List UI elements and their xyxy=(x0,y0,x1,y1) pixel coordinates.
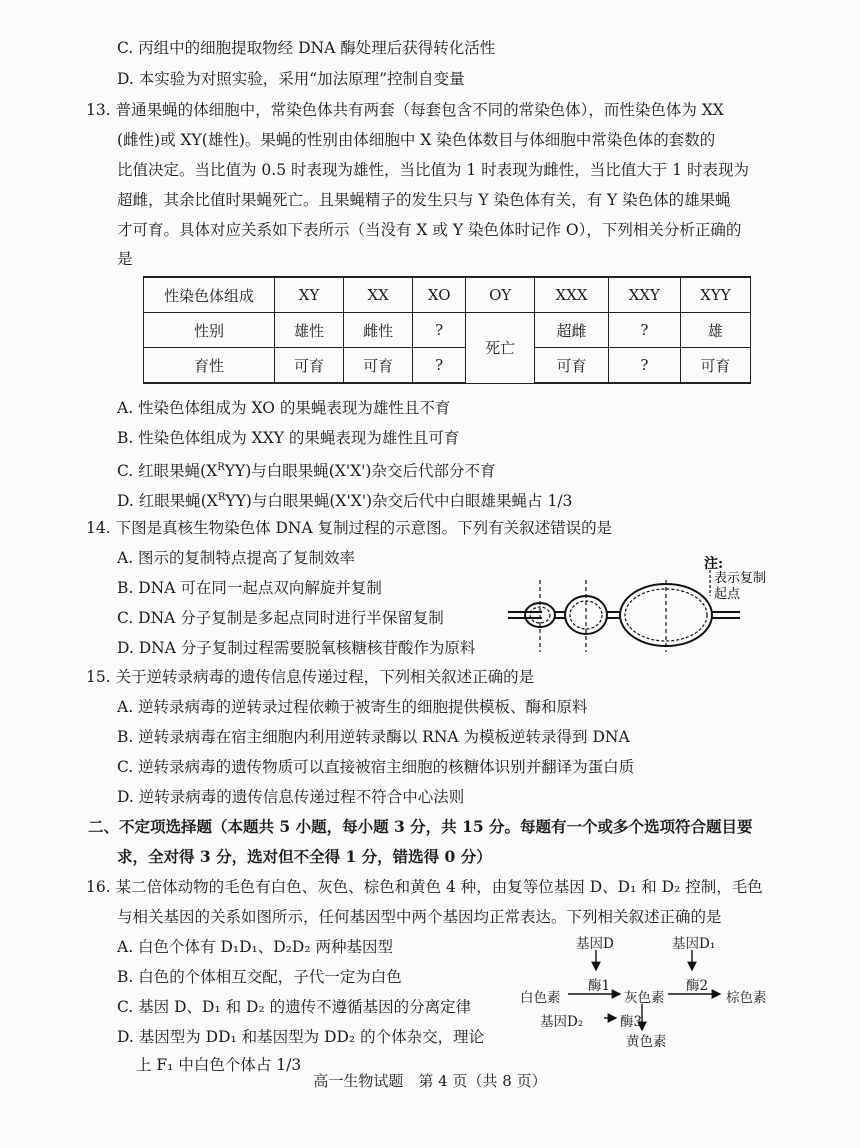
q14-option-a: A. 图示的复制特点提高了复制效率 xyxy=(117,549,356,567)
q13-stem-line: (雌性)或 XY(雄性)。果蝇的性别由体细胞中 X 染色体数目与体细胞中常染色体的套数的 xyxy=(117,131,716,149)
table-cell: XYY xyxy=(680,277,750,313)
q15-stem: 15. 关于逆转录病毒的遗传信息传递过程，下列相关叙述正确的是 xyxy=(86,668,535,686)
enzyme2-label: 酶2 xyxy=(686,978,709,994)
table-cell: 育性 xyxy=(144,348,275,384)
table-cell: 可育 xyxy=(344,348,413,384)
q13-stem-line: 13. 普通果蝇的体细胞中，常染色体共有两套（每套包含不同的常染色体），而性染色体为 XX xyxy=(86,101,724,119)
q13-option-b: B. 性染色体组成为 XXY 的果蝇表现为雄性且可育 xyxy=(117,429,460,447)
q12-option-d: D. 本实验为对照实验，采用“加法原理”控制自变量 xyxy=(117,70,465,88)
q16-option-d: D. 基因型为 DD₁ 和基因型为 DD₂ 的个体杂交，理论 xyxy=(117,1028,485,1046)
table-cell: 雄 xyxy=(680,313,750,348)
table-cell: ? xyxy=(608,348,680,384)
enzyme1-label: 酶1 xyxy=(588,978,611,994)
sex-chromosome-table xyxy=(143,276,751,384)
q14-option-b: B. DNA 可在同一起点双向解旋并复制 xyxy=(117,579,382,597)
q14-option-d: D. DNA 分子复制过程需要脱氧核糖核苷酸作为原料 xyxy=(117,639,476,657)
section-heading: 求，全对得 3 分，选对但不全得 1 分，错选得 0 分） xyxy=(117,847,492,866)
q14-stem: 14. 下图是真核生物染色体 DNA 复制过程的示意图。下列有关叙述错误的是 xyxy=(86,519,613,537)
q16-option-b: B. 白色的个体相互交配，子代一定为白色 xyxy=(117,968,402,986)
q16-stem: 与相关基因的关系如图所示，任何基因型中两个基因均正常表达。下列相关叙述正确的是 xyxy=(117,908,722,926)
table-cell: ? xyxy=(413,348,466,384)
q13-option-a: A. 性染色体组成为 XO 的果蝇表现为雄性且不育 xyxy=(117,399,451,417)
q16-option-a: A. 白色个体有 D₁D₁、D₂D₂ 两种基因型 xyxy=(117,938,393,956)
table-cell: 雄性 xyxy=(275,313,344,348)
table-cell: ? xyxy=(608,313,680,348)
q15-option-a: A. 逆转录病毒的逆转录过程依赖于被寄生的细胞提供模板、酶和原料 xyxy=(117,698,588,716)
note-line: 起点 xyxy=(714,587,741,602)
note-line: 表示复制 xyxy=(714,571,767,586)
table-cell: ? xyxy=(413,313,466,348)
q13-stem-line: 是 xyxy=(117,250,133,268)
gene-d1-label: 基因D₁ xyxy=(672,936,716,952)
table-cell: XXY xyxy=(608,277,680,313)
gray-pigment-label: 灰色素 xyxy=(624,990,665,1006)
table-cell: XO xyxy=(413,277,466,313)
q16-stem: 16. 某二倍体动物的毛色有白色、灰色、棕色和黄色 4 种，由复等位基因 D、D₁ 和 D₂ 控制，毛色 xyxy=(86,878,763,896)
q13-stem-line: 超雌，其余比值时果蝇死亡。且果蝇精子的发生只与 Y 染色体有关，有 Y 染色体的雄果蝇 xyxy=(117,191,731,209)
q13-option-c: C. 红眼果蝇$(X^RYY)$与白眼果蝇(X'X')杂交后代部分不育 xyxy=(117,462,496,481)
table-cell: 性染色体组成 xyxy=(144,277,275,313)
q13-option-d: D. 红眼果蝇$(X^RYY)$与白眼果蝇(X'X')杂交后代中白眼雄果蝇占 1/3 xyxy=(117,492,573,511)
coat-color-pathway-diagram xyxy=(520,930,790,1050)
gene-d-label: 基因D xyxy=(576,936,614,952)
yellow-pigment-label: 黄色素 xyxy=(626,1034,667,1050)
brown-pigment-label: 棕色素 xyxy=(726,990,767,1006)
gene-d2-label: 基因D₂ xyxy=(540,1014,584,1030)
white-pigment-label: 白色素 xyxy=(520,990,561,1006)
section-heading: 二、不定项选择题（本题共 5 小题，每小题 3 分，共 15 分。每题有一个或多个选项符合题目要 xyxy=(88,817,753,836)
table-cell: XY xyxy=(275,277,344,313)
q12-option-c: C. 丙组中的细胞提取物经 DNA 酶处理后获得转化活性 xyxy=(117,39,496,57)
table-cell: 可育 xyxy=(680,348,750,384)
table-cell: 可育 xyxy=(535,348,609,384)
q13-stem-line: 才可育。具体对应关系如下表所示（当没有 X 或 Y 染色体时记作 O），下列相关分析正确的 xyxy=(117,221,742,239)
table-cell: XX xyxy=(344,277,413,313)
page-footer: 高一生物试题 第 4 页（共 8 页） xyxy=(313,1072,547,1090)
table-row xyxy=(144,277,751,313)
q15-option-c: C. 逆转录病毒的遗传物质可以直接被宿主细胞的核糖体识别并翻译为蛋白质 xyxy=(117,758,635,776)
q15-option-b: B. 逆转录病毒在宿主细胞内利用逆转录酶以 RNA 为模板逆转录得到 DNA xyxy=(117,728,630,746)
table-cell: OY xyxy=(466,277,535,313)
q14-option-c: C. DNA 分子复制是多起点同时进行半保留复制 xyxy=(117,609,444,627)
table-cell: XXX xyxy=(535,277,609,313)
dna-replication-diagram xyxy=(508,556,798,656)
enzyme3-label: 酶3 xyxy=(620,1014,643,1030)
table-cell: 雌性 xyxy=(344,313,413,348)
table-cell: 可育 xyxy=(275,348,344,384)
table-cell: 超雌 xyxy=(535,313,609,348)
q13-stem-line: 比值决定。当比值为 0.5 时表现为雄性，当比值为 1 时表现为雌性，当比值大于 1 时表现为 xyxy=(117,161,749,179)
note-title: 注: xyxy=(704,556,724,572)
q16-option-c: C. 基因 D、D₁ 和 D₂ 的遗传不遵循基因的分离定律 xyxy=(117,998,472,1016)
table-cell: 死亡 xyxy=(466,313,535,384)
table-row xyxy=(144,313,751,348)
q16-option-d-cont: 上 F₁ 中白色个体占 1/3 xyxy=(136,1056,302,1074)
q15-option-d: D. 逆转录病毒的遗传信息传递过程不符合中心法则 xyxy=(117,788,465,806)
table-row xyxy=(144,348,751,384)
table-cell: 性别 xyxy=(144,313,275,348)
